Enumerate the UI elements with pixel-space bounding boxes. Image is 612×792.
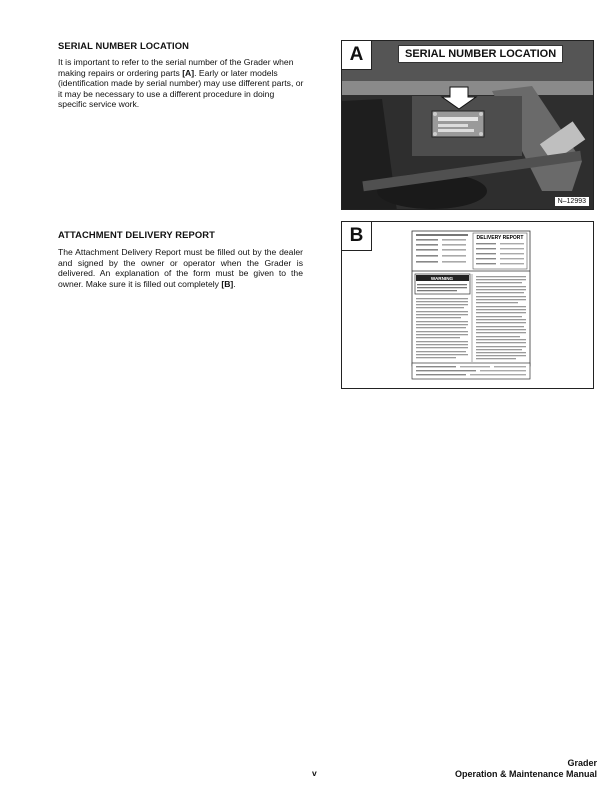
paragraph-text: . Early or later models (identification made by serial number) may use different parts, or it may be necessary to use a different procedure in doing specific service work. [58, 67, 304, 110]
manual-title [455, 758, 597, 780]
manual-title-line: Operation & Maintenance Manual [454, 769, 597, 779]
paragraph-text: . [233, 278, 236, 289]
section-paragraph-serial-number [58, 57, 305, 110]
section-heading-delivery-report: ATTACHMENT DELIVERY REPORT [58, 229, 215, 240]
figure-b-form [341, 221, 594, 389]
warning-label: WARNING [430, 276, 454, 281]
figure-reference: [A] [182, 67, 195, 78]
paragraph-text: The Attachment Delivery Report must be filled out by the dealer and signed by the owner or operator when the Grader is delivered. An explanation of the form must be given to the owner. Make sure it is filled out completely [58, 247, 303, 289]
figure-letter: A [342, 41, 372, 70]
figure-caption: SERIAL NUMBER LOCATION [398, 45, 563, 63]
section-heading-serial-number: SERIAL NUMBER LOCATION [58, 40, 190, 51]
section-paragraph-delivery-report [58, 247, 303, 289]
paragraph-text: It is important to refer to the serial number of the Grader when making repairs or ordering parts [58, 57, 294, 78]
figure-reference: [B] [221, 278, 234, 289]
figure-a-photo [341, 40, 594, 210]
photo-code: N–12993 [555, 197, 589, 206]
delivery-report-illustration [342, 222, 594, 389]
manual-title-line: Grader [567, 758, 597, 768]
figure-letter: B [342, 222, 372, 251]
serial-plate-photo [342, 41, 594, 210]
form-title: DELIVERY REPORT [476, 235, 524, 241]
page-number: v [312, 768, 317, 778]
